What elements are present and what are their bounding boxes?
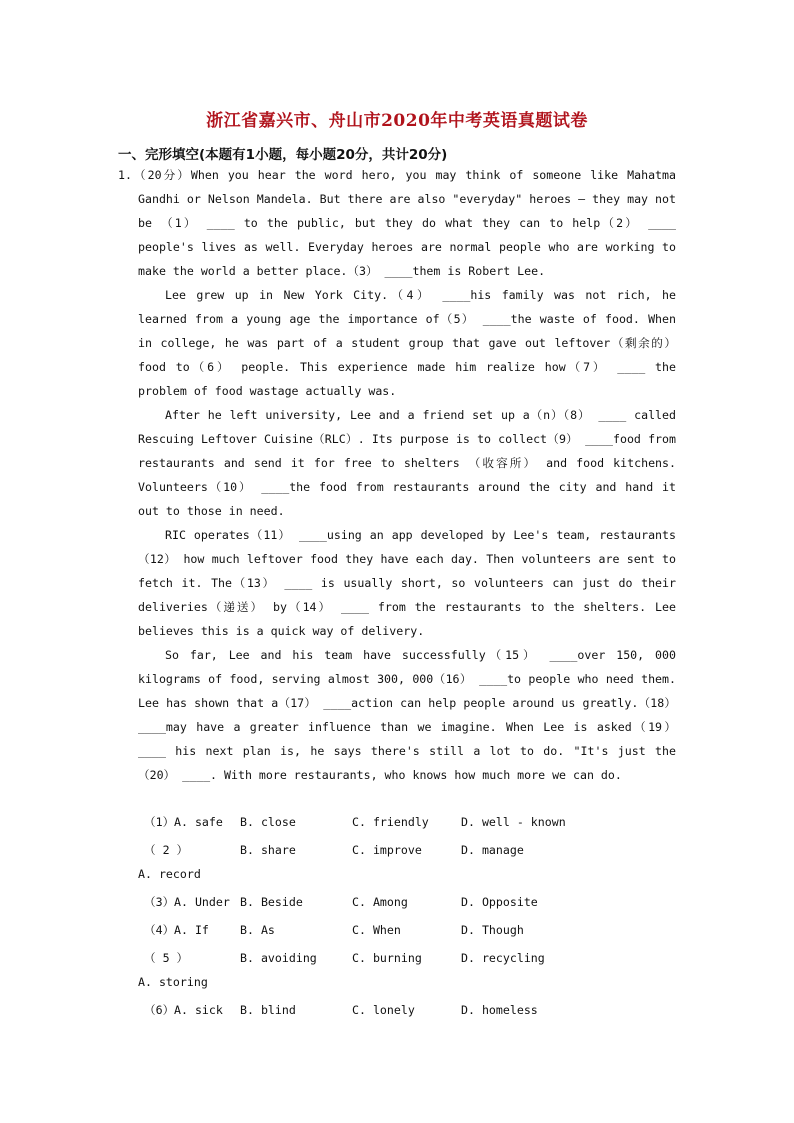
passage-paragraph-1: 1.（20分）When you hear the word hero, you may think of someone like Mahatma Gandhi or Nelson Mandela. But there are also "everyday" heroes — they may not be （1） ____ to the public, but they do what they can to help（2） ____ people's lives as well. Everyday heroes are normal people who are working to make the world a better place.（3） ____them is Robert Lee. xyxy=(118,168,676,278)
question-number: （1） xyxy=(144,815,175,829)
option-b: B. Beside xyxy=(240,895,303,909)
question-number: （4） xyxy=(144,923,175,937)
option-b: B. avoiding xyxy=(240,951,317,965)
option-a: A. Under xyxy=(174,895,230,909)
option-d: D. Opposite xyxy=(461,895,538,909)
option-b: B. As xyxy=(240,923,275,937)
question-number: （3） xyxy=(144,895,175,909)
option-d: D. homeless xyxy=(461,1003,538,1017)
question-number: （ 5 ） xyxy=(144,951,189,965)
option-c: C. friendly xyxy=(352,815,429,829)
option-b: B. blind xyxy=(240,1003,296,1017)
option-c: C. Among xyxy=(352,895,408,909)
option-c: C. lonely xyxy=(352,1003,415,1017)
option-c: C. improve xyxy=(352,843,422,857)
section-heading: 一、完形填空(本题有1小题，每小题20分，共计20分) xyxy=(118,147,448,163)
passage-paragraph-2: Lee grew up in New York City.（4） ____his family was not rich, he learned from a young age the importance of（5） ____the waste of food. When in college, he was part of a student group that gave out leftover（剩余的）food to（6） people. This experience made him realize how（7） ____ the problem of food wastage actually was. xyxy=(138,288,676,398)
question-1-options xyxy=(138,810,678,838)
exam-title: 浙江省嘉兴市、舟山市2020年中考英语真题试卷 xyxy=(206,111,588,131)
option-d: D. manage xyxy=(461,843,524,857)
option-d: D. Though xyxy=(461,923,524,937)
passage-paragraph-3: After he left university, Lee and a friend set up a（n）（8） ____ called Rescuing Leftover Cuisine（RLC）. Its purpose is to collect（9） ____food from restaurants and send it for free to shelters （收容所） and food kitchens. Volunteers（10） ____the food from restaurants around the city and hand it out to those in need. xyxy=(138,408,676,518)
option-a: A. storing xyxy=(138,975,208,989)
option-a: A. sick xyxy=(174,1003,223,1017)
option-d: D. well - known xyxy=(461,815,566,829)
option-a: A. safe xyxy=(174,815,223,829)
passage-paragraph-5: So far, Lee and his team have successfully（15） ____over 150, 000 kilograms of food, serving almost 300, 000（16） ____to people who need them. Lee has shown that a（17） ____action can help people around us greatly.（18） ____may have a greater influence than we imagine. When Lee is asked（19） ____ his next plan is, he says there's still a lot to do. "It's just the（20） ____. With more restaurants, who knows how much more we can do. xyxy=(138,648,676,782)
answer-options xyxy=(138,810,678,1026)
question-4-options xyxy=(138,918,678,946)
option-d: D. recycling xyxy=(461,951,545,965)
cloze-passage xyxy=(118,163,676,787)
question-2-options xyxy=(138,838,678,890)
option-a: A. If xyxy=(174,923,209,937)
question-3-options xyxy=(138,890,678,918)
question-6-options xyxy=(138,998,678,1026)
question-5-options xyxy=(138,946,678,998)
option-c: C. When xyxy=(352,923,401,937)
passage-paragraph-4: RIC operates（11） ____using an app developed by Lee's team, restaurants（12） how much leftover food they have each day. Then volunteers are sent to fetch it. The（13） ____ is usually short, so volunteers can just do their deliveries（递送） by（14） ____ from the restaurants to the shelters. Lee believes this is a quick way of delivery. xyxy=(138,528,676,638)
option-b: B. close xyxy=(240,815,296,829)
question-number: （6） xyxy=(144,1003,175,1017)
option-b: B. share xyxy=(240,843,296,857)
question-number: （ 2 ） xyxy=(144,843,189,857)
option-a: A. record xyxy=(138,867,201,881)
option-c: C. burning xyxy=(352,951,422,965)
